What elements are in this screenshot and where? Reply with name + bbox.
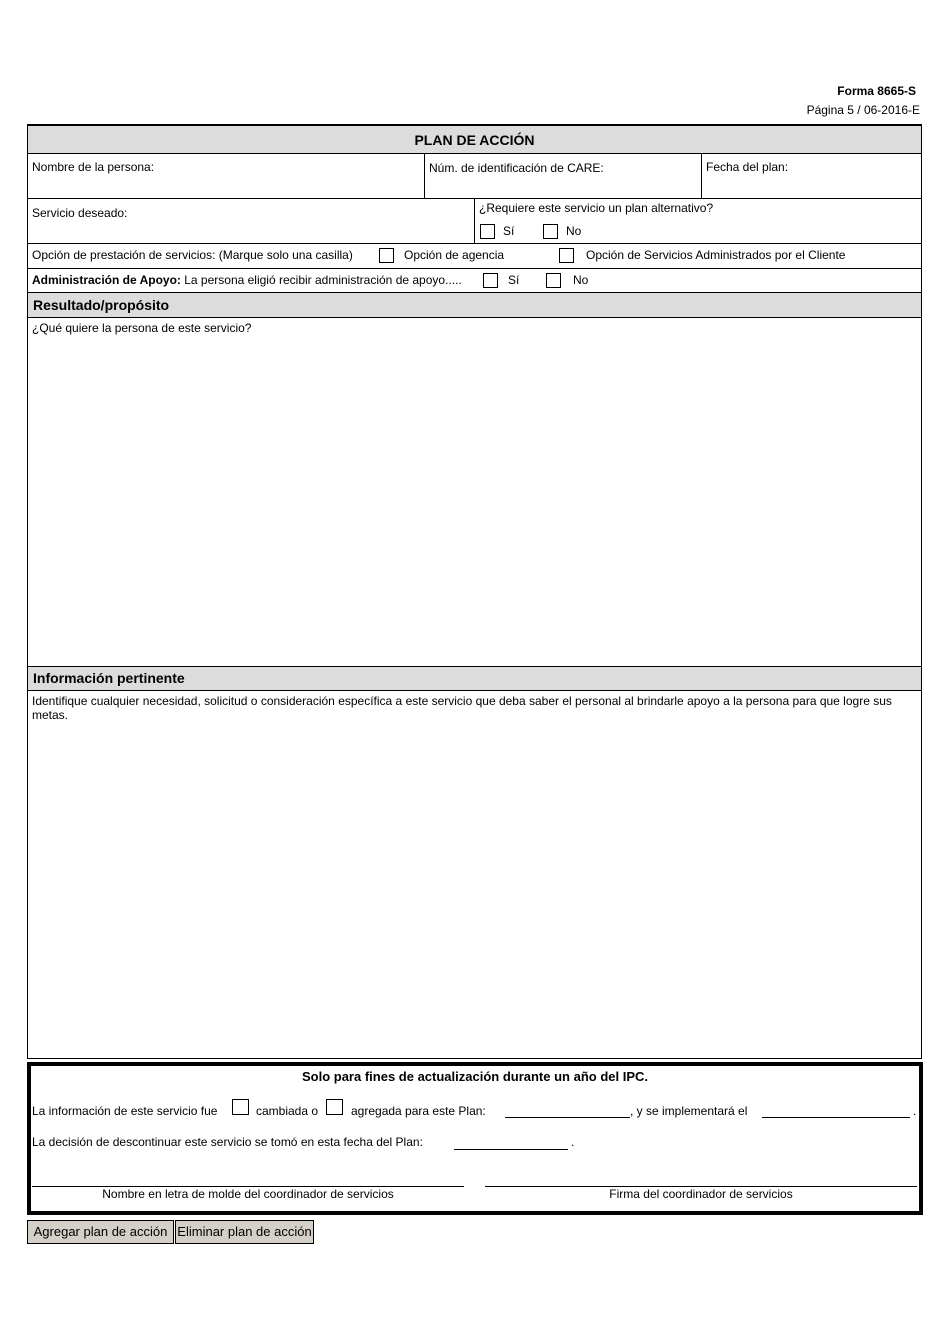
person-name-field[interactable] — [28, 176, 423, 197]
coordinator-signature-label: Firma del coordinador de servicios — [609, 1187, 793, 1201]
outcome-header: Resultado/propósito — [27, 292, 922, 318]
outcome-question: ¿Qué quiere la persona de este servicio? — [32, 321, 252, 335]
add-action-plan-button[interactable]: Agregar plan de acción — [27, 1220, 174, 1244]
plan-date-label: Fecha del plan: — [706, 160, 789, 174]
pertinent-instructions: Identifique cualquier necesidad, solicitud o consideración específica a este servicio que deba saber el personal al brindarle apoyo a la persona para que logre sus metas. — [32, 694, 892, 722]
plan-title: PLAN DE ACCIÓN — [27, 125, 922, 154]
agency-option-label: Opción de agencia — [404, 248, 505, 262]
alt-plan-yes-checkbox[interactable] — [480, 224, 495, 239]
ipc-update-title: Solo para fines de actualización durante un año del IPC. — [301, 1069, 648, 1084]
alt-plan-no-checkbox[interactable] — [543, 224, 558, 239]
pertinent-header: Información pertinente — [27, 666, 922, 691]
alt-plan-no-label: No — [566, 224, 582, 238]
support-admin-no-label: No — [573, 273, 589, 287]
support-admin-no-checkbox[interactable] — [546, 273, 561, 288]
plan-date-field[interactable] — [703, 176, 921, 197]
period-label: . — [913, 1104, 917, 1118]
changed-label: cambiada o — [256, 1104, 319, 1118]
coordinator-name-label: Nombre en letra de molde del coordinador de servicios — [102, 1187, 394, 1201]
implemented-label: , y se implementará el — [630, 1104, 748, 1118]
cds-option-label: Opción de Servicios Administrados por el Cliente — [586, 248, 846, 262]
implementation-date-field[interactable] — [762, 1117, 910, 1118]
person-name-label: Nombre de la persona: — [32, 160, 155, 174]
care-id-label: Núm. de identificación de CARE: — [429, 161, 604, 175]
page-info: Página 5 / 06-2016-E — [806, 103, 920, 117]
support-admin-yes-label: Sí — [508, 273, 520, 287]
info-prefix-label: La información de este servicio fue — [32, 1104, 218, 1118]
cds-option-checkbox[interactable] — [559, 248, 574, 263]
form-number: Forma 8665-S — [837, 84, 916, 98]
delivery-option-label: Opción de prestación de servicios: (Marque solo una casilla) — [32, 248, 353, 262]
alt-plan-yes-label: Sí — [503, 224, 515, 238]
pertinent-textarea[interactable] — [28, 725, 921, 1057]
delete-action-plan-button[interactable]: Eliminar plan de acción — [175, 1220, 314, 1244]
discontinue-date-field[interactable] — [454, 1149, 568, 1150]
alt-plan-question: ¿Requiere este servicio un plan alternativo? — [479, 201, 714, 215]
changed-checkbox[interactable] — [232, 1099, 249, 1115]
support-admin-label: Administración de Apoyo: La persona eligió recibir administración de apoyo..... — [32, 273, 462, 287]
care-id-field[interactable] — [426, 176, 700, 197]
discontinue-label: La decisión de descontinuar este servicio se tomó en esta fecha del Plan: — [32, 1135, 423, 1149]
added-date-field[interactable] — [505, 1117, 630, 1118]
outcome-textarea[interactable] — [28, 336, 921, 666]
service-label: Servicio deseado: — [32, 206, 128, 220]
added-label: agregada para este Plan: — [351, 1104, 486, 1118]
agency-option-checkbox[interactable] — [379, 248, 394, 263]
period-label-2: . — [571, 1135, 575, 1149]
service-field[interactable] — [130, 202, 470, 222]
added-checkbox[interactable] — [326, 1099, 343, 1115]
support-admin-yes-checkbox[interactable] — [483, 273, 498, 288]
